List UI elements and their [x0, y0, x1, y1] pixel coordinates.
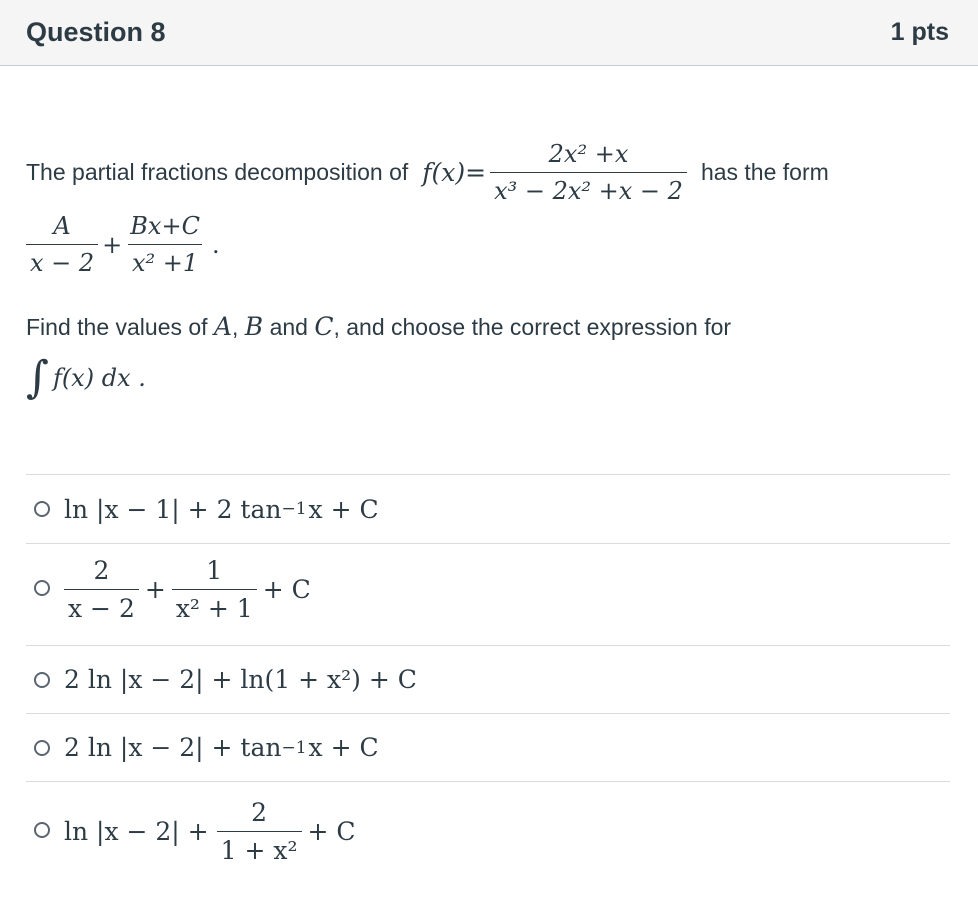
function-numerator: 2x² +x [548, 140, 629, 168]
question-line-3 [26, 312, 731, 341]
question-title: Question 8 [26, 17, 166, 47]
function-denominator: x³ − 2x² +x − 2 [490, 172, 687, 205]
term1-denominator: x − 2 [26, 244, 98, 277]
decomposition-form [26, 212, 220, 277]
term1-fraction [26, 212, 98, 277]
option-4-exponent: −1 [281, 737, 307, 758]
option-5-fraction [217, 798, 302, 865]
integrand: f(x) dx . [52, 364, 146, 392]
answer-option-5[interactable] [26, 781, 950, 881]
answer-option-3[interactable] [26, 645, 950, 713]
answer-option-4[interactable] [26, 713, 950, 781]
option-5-lead: ln |x − 2| + [64, 817, 209, 846]
answer-option-2[interactable] [26, 543, 950, 645]
function-fraction [490, 140, 687, 205]
option-1-part-a: ln |x − 1| + 2 tan [64, 494, 282, 524]
variable-c: C [314, 312, 334, 341]
intro-text: The partial fractions decomposition of [26, 159, 409, 185]
option-2-frac1-denominator: x − 2 [64, 589, 139, 623]
option-2-frac2-numerator: 1 [206, 556, 223, 585]
option-4-part-b: x + C [308, 733, 379, 762]
option-2-expression [64, 556, 317, 623]
option-4-expression [64, 733, 379, 762]
question-header [0, 0, 978, 66]
term2-denominator: x² +1 [128, 244, 202, 277]
integral-expression [26, 352, 146, 403]
has-form-text: has the form [700, 159, 829, 185]
comma: , [232, 314, 239, 340]
question-line-1 [26, 140, 829, 205]
and-word: and [269, 314, 308, 340]
option-3-expression: 2 ln |x − 2| + ln(1 + x²) + C [64, 665, 417, 694]
option-5-expression [64, 798, 362, 865]
find-suffix: , and choose the correct expression for [333, 314, 732, 340]
option-2-fraction-2 [172, 556, 257, 623]
period: . [211, 230, 220, 259]
term1-numerator: A [53, 212, 71, 240]
option-2-frac2-denominator: x² + 1 [172, 589, 257, 623]
variable-a: A [213, 312, 233, 341]
variable-b: B [244, 312, 264, 341]
plus-sign: + [102, 230, 123, 259]
radio-button[interactable] [34, 672, 50, 688]
option-1-part-b: x + C [308, 494, 379, 524]
option-1-expression [64, 495, 379, 524]
find-prefix: Find the values of [26, 314, 208, 340]
question-points: 1 pts [890, 18, 949, 46]
option-2-plus: + [144, 575, 166, 604]
option-2-fraction-1 [64, 556, 139, 623]
option-5-frac-numerator: 2 [251, 798, 268, 827]
integral-sign: ∫ [26, 352, 49, 403]
answer-option-1[interactable] [26, 474, 950, 543]
term2-numerator: Bx+C [130, 212, 200, 240]
option-4-part-a: 2 ln |x − 2| + tan [64, 733, 282, 762]
radio-button[interactable] [34, 501, 50, 517]
option-1-exponent: −1 [281, 499, 307, 519]
option-2-tail: + C [262, 575, 311, 604]
option-2-frac1-numerator: 2 [93, 556, 110, 585]
radio-button[interactable] [34, 580, 50, 596]
radio-button[interactable] [34, 740, 50, 756]
option-5-tail: + C [307, 817, 356, 846]
function-label: f(x)= [422, 158, 487, 187]
option-5-frac-denominator: 1 + x² [217, 831, 302, 865]
answer-options [26, 474, 950, 881]
term2-fraction [126, 212, 204, 277]
radio-button[interactable] [34, 822, 50, 838]
